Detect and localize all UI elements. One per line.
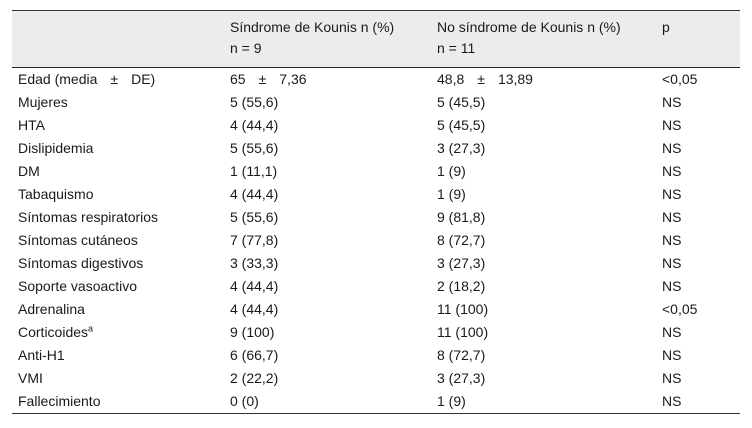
cell-p-value: <0,05 bbox=[662, 301, 698, 317]
cell-kounis: 6 (66,7) bbox=[230, 347, 279, 363]
cell-kounis: 2 (22,2) bbox=[230, 370, 279, 386]
table-row bbox=[12, 206, 740, 229]
table-row bbox=[12, 298, 740, 321]
cell-kounis: 4 (44,4) bbox=[230, 278, 279, 294]
table-row bbox=[12, 367, 740, 390]
cell-no-kounis: 9 (81,8) bbox=[437, 209, 486, 225]
cell-variable: Corticoides$^a$ bbox=[18, 323, 94, 340]
table-row bbox=[12, 183, 740, 206]
cell-no-kounis: 2 (18,2) bbox=[437, 278, 486, 294]
cell-no-kounis: 5 (45,5) bbox=[437, 117, 486, 133]
table-row bbox=[12, 160, 740, 183]
cell-kounis: 9 (100) bbox=[230, 324, 275, 340]
cell-kounis: 5 (55,6) bbox=[230, 209, 279, 225]
cell-p-value: NS bbox=[662, 324, 682, 340]
cell-p-value: NS bbox=[662, 347, 682, 363]
cell-variable: Síntomas digestivos bbox=[18, 255, 144, 271]
cell-no-kounis: 48,8 ± 13,89 bbox=[431, 68, 656, 92]
cell-p-value: NS bbox=[662, 163, 682, 179]
cell-p-value: NS bbox=[662, 186, 682, 202]
comparison-table-container bbox=[12, 10, 740, 414]
header-row bbox=[12, 11, 740, 68]
cell-p-value: NS bbox=[662, 255, 682, 271]
table-header bbox=[12, 11, 740, 68]
cell-no-kounis: 1 (9) bbox=[437, 186, 466, 202]
header-p-value: p bbox=[662, 19, 670, 35]
cell-no-kounis: 11 (100) bbox=[437, 324, 489, 340]
header-no-kounis-title: No síndrome de Kounis n (%) bbox=[437, 19, 621, 35]
table-row bbox=[12, 344, 740, 367]
cell-variable: Tabaquismo bbox=[18, 186, 94, 202]
cell-variable: Edad (media ± DE) bbox=[12, 68, 224, 92]
cell-no-kounis: 1 (9) bbox=[431, 390, 656, 414]
cell-variable: DM bbox=[18, 163, 40, 179]
cell-no-kounis: 5 (45,5) bbox=[437, 94, 486, 110]
table-row bbox=[12, 68, 740, 92]
cell-kounis: 5 (55,6) bbox=[230, 140, 279, 156]
cell-p-value: NS bbox=[656, 390, 740, 414]
footnote-marker: a bbox=[88, 323, 94, 334]
cell-no-kounis: 3 (27,3) bbox=[437, 140, 486, 156]
table-row bbox=[12, 114, 740, 137]
header-variable bbox=[12, 11, 224, 68]
cell-no-kounis: 8 (72,7) bbox=[437, 347, 486, 363]
cell-no-kounis: 3 (27,3) bbox=[437, 255, 486, 271]
cell-kounis: 4 (44,4) bbox=[230, 301, 279, 317]
cell-variable: Síntomas respiratorios bbox=[18, 209, 159, 225]
header-kounis-n: n = 9 bbox=[230, 40, 262, 56]
table-row bbox=[12, 137, 740, 160]
cell-p-value: NS bbox=[662, 140, 682, 156]
cell-variable: HTA bbox=[18, 117, 45, 133]
header-no-kounis bbox=[431, 11, 656, 68]
cell-kounis: 5 (55,6) bbox=[230, 94, 279, 110]
table-row bbox=[12, 275, 740, 298]
cell-kounis: 7 (77,8) bbox=[230, 232, 279, 248]
table-row bbox=[12, 91, 740, 114]
cell-variable: Fallecimiento bbox=[12, 390, 224, 414]
cell-variable: Soporte vasoactivo bbox=[18, 278, 138, 294]
table-row bbox=[12, 390, 740, 414]
comparison-table bbox=[12, 10, 740, 414]
cell-p-value: NS bbox=[662, 209, 682, 225]
cell-p-value: <0,05 bbox=[656, 68, 740, 92]
cell-p-value: NS bbox=[662, 94, 682, 110]
cell-no-kounis: 8 (72,7) bbox=[437, 232, 486, 248]
cell-p-value: NS bbox=[662, 232, 682, 248]
cell-p-value: NS bbox=[662, 370, 682, 386]
header-kounis-title: Síndrome de Kounis n (%) bbox=[230, 19, 395, 35]
table-row bbox=[12, 229, 740, 252]
cell-p-value: NS bbox=[662, 278, 682, 294]
cell-variable: Síntomas cutáneos bbox=[18, 232, 138, 248]
cell-kounis: 0 (0) bbox=[224, 390, 431, 414]
cell-kounis: 1 (11,1) bbox=[230, 163, 278, 179]
cell-no-kounis: 11 (100) bbox=[437, 301, 489, 317]
cell-kounis: 4 (44,4) bbox=[230, 186, 279, 202]
cell-variable: Dislipidemia bbox=[18, 140, 94, 156]
cell-variable: VMI bbox=[18, 370, 43, 386]
table-body bbox=[12, 68, 740, 414]
header-no-kounis-n: n = 11 bbox=[437, 40, 476, 56]
cell-no-kounis: 3 (27,3) bbox=[437, 370, 486, 386]
cell-variable: Adrenalina bbox=[18, 301, 85, 317]
cell-no-kounis: 1 (9) bbox=[437, 163, 466, 179]
table-row bbox=[12, 252, 740, 275]
cell-kounis: 3 (33,3) bbox=[230, 255, 279, 271]
table-row bbox=[12, 321, 740, 344]
cell-kounis: 65 ± 7,36 bbox=[224, 68, 431, 92]
cell-p-value: NS bbox=[662, 117, 682, 133]
cell-variable: Mujeres bbox=[18, 94, 68, 110]
cell-variable: Anti-H1 bbox=[18, 347, 65, 363]
cell-kounis: 4 (44,4) bbox=[230, 117, 279, 133]
header-kounis bbox=[224, 11, 431, 68]
